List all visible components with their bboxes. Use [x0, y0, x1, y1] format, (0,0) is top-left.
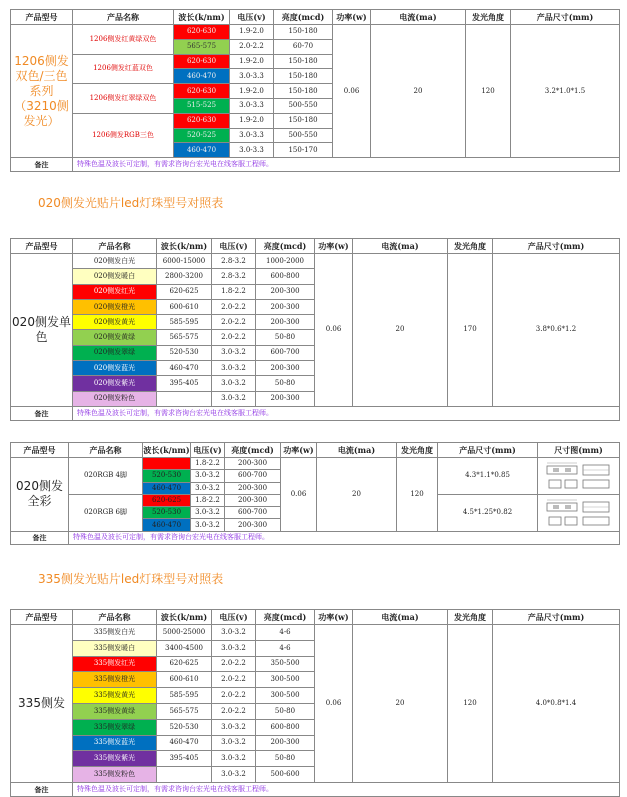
product-name: 020侧发蓝光 [73, 361, 157, 376]
wavelength-cell: 600-610 [157, 299, 212, 314]
voltage-cell: 3.0-3.2 [212, 719, 256, 735]
header-name: 产品名称 [73, 239, 157, 254]
header-row [11, 239, 620, 254]
header-wavelength: 波长(k/nm) [143, 443, 191, 458]
note-label: 备注 [11, 406, 73, 420]
wavelength-cell: 620-630 [174, 54, 230, 69]
product-name: 335侧发红光 [73, 656, 157, 672]
table-335-side [10, 609, 620, 797]
power-cell: 0.06 [333, 25, 371, 158]
wavelength-cell: 6000-15000 [157, 254, 212, 269]
brightness-cell: 500-550 [274, 128, 333, 143]
product-name: 1206侧发RGB三色 [73, 113, 174, 157]
voltage-cell: 3.0-3.3 [230, 98, 274, 113]
wavelength-cell [143, 458, 191, 470]
header-power: 功率(w) [333, 10, 371, 25]
voltage-cell: 3.0-3.2 [212, 735, 256, 751]
voltage-cell: 2.0-2.2 [230, 39, 274, 54]
product-name: 335侧发蓝光 [73, 735, 157, 751]
header-name: 产品名称 [73, 610, 157, 625]
wavelength-cell: 565-575 [174, 39, 230, 54]
dimension-drawing-icon [543, 460, 615, 492]
wavelength-cell: 620-625 [143, 494, 191, 506]
brightness-cell: 350-500 [256, 656, 315, 672]
voltage-cell: 1.9-2.0 [230, 84, 274, 99]
header-size: 产品尺寸(mm) [511, 10, 620, 25]
brightness-cell: 200-300 [256, 735, 315, 751]
voltage-cell: 3.0-3.3 [230, 128, 274, 143]
model-cell: 1206侧发双色/三色系列（3210侧发光） [11, 25, 73, 158]
product-name: 020侧发翠绿 [73, 345, 157, 360]
header-current: 电流(ma) [353, 610, 448, 625]
header-model: 产品型号 [11, 443, 69, 458]
voltage-cell: 3.0-3.2 [191, 519, 225, 531]
brightness-cell: 200-300 [256, 361, 315, 376]
size-cell: 4.3*1.1*0.85 [438, 458, 538, 495]
wavelength-cell: 460-470 [174, 143, 230, 158]
header-current: 电流(ma) [371, 10, 466, 25]
wavelength-cell [157, 767, 212, 783]
power-cell: 0.06 [281, 458, 317, 532]
voltage-cell: 1.9-2.0 [230, 113, 274, 128]
wavelength-cell: 620-625 [157, 284, 212, 299]
header-voltage: 电压(v) [191, 443, 225, 458]
wavelength-cell: 620-625 [157, 656, 212, 672]
voltage-cell: 1.8-2.2 [191, 458, 225, 470]
brightness-cell: 200-300 [256, 391, 315, 406]
angle-cell: 120 [466, 25, 511, 158]
brightness-cell: 200-300 [225, 494, 281, 506]
voltage-cell: 3.0-3.2 [212, 625, 256, 641]
size-cell: 3.8*0.6*1.2 [493, 254, 620, 407]
brightness-cell: 200-300 [256, 284, 315, 299]
brightness-cell: 200-300 [256, 315, 315, 330]
brightness-cell: 600-700 [256, 345, 315, 360]
header-angle: 发光角度 [397, 443, 438, 458]
voltage-cell: 2.0-2.2 [212, 330, 256, 345]
current-cell: 20 [353, 254, 448, 407]
voltage-cell: 2.8-3.2 [212, 269, 256, 284]
wavelength-cell: 585-595 [157, 688, 212, 704]
angle-cell: 120 [397, 458, 438, 532]
wavelength-cell: 460-470 [174, 69, 230, 84]
wavelength-cell: 5000-25000 [157, 625, 212, 641]
header-current: 电流(ma) [317, 443, 397, 458]
wavelength-cell: 620-630 [174, 25, 230, 40]
header-current: 电流(ma) [353, 239, 448, 254]
brightness-cell: 1000-2000 [256, 254, 315, 269]
wavelength-cell [157, 391, 212, 406]
wavelength-cell: 520-530 [157, 345, 212, 360]
brightness-cell: 50-80 [256, 330, 315, 345]
product-name: 020侧发暖白 [73, 269, 157, 284]
voltage-cell: 2.0-2.2 [212, 688, 256, 704]
product-name: 335侧发白光 [73, 625, 157, 641]
wavelength-cell: 520-530 [143, 470, 191, 482]
note-row [11, 531, 620, 544]
voltage-cell: 2.8-3.2 [212, 254, 256, 269]
voltage-cell: 1.9-2.0 [230, 25, 274, 40]
voltage-cell: 2.0-2.2 [212, 299, 256, 314]
current-cell: 20 [371, 25, 466, 158]
brightness-cell: 150-180 [274, 113, 333, 128]
wavelength-cell: 460-470 [143, 482, 191, 494]
header-wavelength: 波长(k/nm) [157, 610, 212, 625]
dimension-drawing [538, 458, 620, 495]
brightness-cell: 4-6 [256, 625, 315, 641]
header-row [11, 610, 620, 625]
product-name: 020RGB 4脚 [69, 458, 143, 495]
model-cell: 020侧发全彩 [11, 458, 69, 532]
product-name: 020侧发红光 [73, 284, 157, 299]
table-row [11, 458, 620, 470]
voltage-cell: 3.0-3.2 [212, 751, 256, 767]
header-size: 产品尺寸(mm) [438, 443, 538, 458]
header-brightness: 亮度(mcd) [256, 239, 315, 254]
header-model: 产品型号 [11, 10, 73, 25]
current-cell: 20 [317, 458, 397, 532]
header-power: 功率(w) [315, 610, 353, 625]
wavelength-cell: 3400-4500 [157, 640, 212, 656]
voltage-cell: 2.0-2.2 [212, 672, 256, 688]
brightness-cell: 500-550 [274, 98, 333, 113]
wavelength-cell: 565-575 [157, 330, 212, 345]
brightness-cell: 600-700 [225, 470, 281, 482]
header-wavelength: 波长(k/nm) [157, 239, 212, 254]
wavelength-cell: 565-575 [157, 703, 212, 719]
table-row [11, 25, 620, 40]
product-name: 335侧发暖白 [73, 640, 157, 656]
brightness-cell: 600-700 [225, 507, 281, 519]
brightness-cell: 200-300 [225, 482, 281, 494]
voltage-cell: 1.8-2.2 [191, 494, 225, 506]
note-row [11, 782, 620, 796]
wavelength-cell: 460-470 [143, 519, 191, 531]
header-power: 功率(w) [281, 443, 317, 458]
product-name: 335侧发橙光 [73, 672, 157, 688]
wavelength-cell: 2800-3200 [157, 269, 212, 284]
brightness-cell: 300-500 [256, 688, 315, 704]
product-name: 020侧发白光 [73, 254, 157, 269]
wavelength-cell: 600-610 [157, 672, 212, 688]
voltage-cell: 2.0-2.2 [212, 656, 256, 672]
table-020-rgb [10, 442, 620, 545]
wavelength-cell: 620-630 [174, 84, 230, 99]
wavelength-cell: 460-470 [157, 361, 212, 376]
product-name: 020侧发黄光 [73, 315, 157, 330]
wavelength-cell: 520-530 [143, 507, 191, 519]
header-angle: 发光角度 [448, 610, 493, 625]
voltage-cell: 3.0-3.2 [212, 767, 256, 783]
header-brightness: 亮度(mcd) [256, 610, 315, 625]
dimension-drawing [538, 494, 620, 531]
wavelength-cell: 620-630 [174, 113, 230, 128]
brightness-cell: 600-800 [256, 719, 315, 735]
voltage-cell: 3.0-3.3 [230, 69, 274, 84]
product-name: 020侧发橙光 [73, 299, 157, 314]
wavelength-cell: 585-595 [157, 315, 212, 330]
product-name: 1206侧发红翠绿双色 [73, 84, 174, 114]
voltage-cell: 1.9-2.0 [230, 54, 274, 69]
brightness-cell: 200-300 [256, 299, 315, 314]
section-title-020: 020侧发光贴片led灯珠型号对照表 [38, 196, 224, 210]
voltage-cell: 3.0-3.2 [191, 470, 225, 482]
brightness-cell: 150-180 [274, 69, 333, 84]
model-cell: 020侧发单色 [11, 254, 73, 407]
wavelength-cell: 395-405 [157, 376, 212, 391]
brightness-cell: 200-300 [225, 458, 281, 470]
wavelength-cell: 395-405 [157, 751, 212, 767]
product-name: 1206侧发红黄绿双色 [73, 25, 174, 55]
brightness-cell: 4-6 [256, 640, 315, 656]
note-label: 备注 [11, 531, 69, 544]
voltage-cell: 3.0-3.2 [191, 507, 225, 519]
header-voltage: 电压(v) [212, 239, 256, 254]
product-name: 335侧发翠绿 [73, 719, 157, 735]
voltage-cell: 2.0-2.2 [212, 315, 256, 330]
brightness-cell: 50-80 [256, 376, 315, 391]
voltage-cell: 3.0-3.2 [191, 482, 225, 494]
voltage-cell: 3.0-3.2 [212, 345, 256, 360]
header-drawing: 尺寸图(mm) [538, 443, 620, 458]
model-cell: 335侧发 [11, 625, 73, 783]
header-row [11, 10, 620, 25]
voltage-cell: 3.0-3.2 [212, 361, 256, 376]
product-name: 335侧发紫光 [73, 751, 157, 767]
header-row [11, 443, 620, 458]
brightness-cell: 200-300 [225, 519, 281, 531]
voltage-cell: 2.0-2.2 [212, 703, 256, 719]
brightness-cell: 150-170 [274, 143, 333, 158]
product-name: 020侧发粉色 [73, 391, 157, 406]
note-text: 特殊色温及波长可定制，有需求咨询台宏光电在线客服工程师。 [73, 782, 620, 796]
product-name: 335侧发黄光 [73, 688, 157, 704]
brightness-cell: 150-180 [274, 25, 333, 40]
current-cell: 20 [353, 625, 448, 783]
brightness-cell: 600-800 [256, 269, 315, 284]
brightness-cell: 50-80 [256, 703, 315, 719]
angle-cell: 170 [448, 254, 493, 407]
wavelength-cell: 460-470 [157, 735, 212, 751]
power-cell: 0.06 [315, 254, 353, 407]
note-label: 备注 [11, 158, 73, 172]
power-cell: 0.06 [315, 625, 353, 783]
header-angle: 发光角度 [448, 239, 493, 254]
size-cell: 4.5*1.25*0.82 [438, 494, 538, 531]
size-cell: 4.0*0.8*1.4 [493, 625, 620, 783]
header-model: 产品型号 [11, 239, 73, 254]
header-power: 功率(w) [315, 239, 353, 254]
voltage-cell: 3.0-3.2 [212, 376, 256, 391]
header-name: 产品名称 [69, 443, 143, 458]
product-name: 020RGB 6脚 [69, 494, 143, 531]
table-020-mono [10, 238, 620, 421]
header-model: 产品型号 [11, 610, 73, 625]
table-row [11, 254, 620, 269]
voltage-cell: 3.0-3.2 [212, 391, 256, 406]
wavelength-cell: 515-525 [174, 98, 230, 113]
note-text: 特殊色温及波长可定制，有需求咨询台宏光电在线客服工程师。 [73, 406, 620, 420]
header-voltage: 电压(v) [230, 10, 274, 25]
product-name: 020侧发黄绿 [73, 330, 157, 345]
brightness-cell: 300-500 [256, 672, 315, 688]
dimension-drawing-icon [543, 497, 615, 529]
header-voltage: 电压(v) [212, 610, 256, 625]
brightness-cell: 150-180 [274, 54, 333, 69]
header-brightness: 亮度(mcd) [274, 10, 333, 25]
voltage-cell: 3.0-3.3 [230, 143, 274, 158]
section-title-335: 335侧发光贴片led灯珠型号对照表 [38, 572, 224, 586]
header-wavelength: 波长(k/nm) [174, 10, 230, 25]
product-name: 1206侧发红蓝双色 [73, 54, 174, 84]
note-label: 备注 [11, 782, 73, 796]
header-angle: 发光角度 [466, 10, 511, 25]
product-name: 335侧发粉色 [73, 767, 157, 783]
table-1206-series [10, 9, 620, 172]
voltage-cell: 3.0-3.2 [212, 640, 256, 656]
product-name: 020侧发紫光 [73, 376, 157, 391]
note-row [11, 406, 620, 420]
header-size: 产品尺寸(mm) [493, 239, 620, 254]
size-cell: 3.2*1.0*1.5 [511, 25, 620, 158]
brightness-cell: 500-600 [256, 767, 315, 783]
product-name: 335侧发黄绿 [73, 703, 157, 719]
angle-cell: 120 [448, 625, 493, 783]
wavelength-cell: 520-530 [157, 719, 212, 735]
header-size: 产品尺寸(mm) [493, 610, 620, 625]
note-text: 特殊色温及波长可定制，有需求咨询台宏光电在线客服工程师。 [73, 158, 620, 172]
brightness-cell: 50-80 [256, 751, 315, 767]
table-row [11, 625, 620, 641]
voltage-cell: 1.8-2.2 [212, 284, 256, 299]
wavelength-cell: 520-525 [174, 128, 230, 143]
brightness-cell: 150-180 [274, 84, 333, 99]
note-text: 特殊色温及波长可定制，有需求咨询台宏光电在线客服工程师。 [69, 531, 620, 544]
header-name: 产品名称 [73, 10, 174, 25]
brightness-cell: 60-70 [274, 39, 333, 54]
header-brightness: 亮度(mcd) [225, 443, 281, 458]
note-row [11, 158, 620, 172]
